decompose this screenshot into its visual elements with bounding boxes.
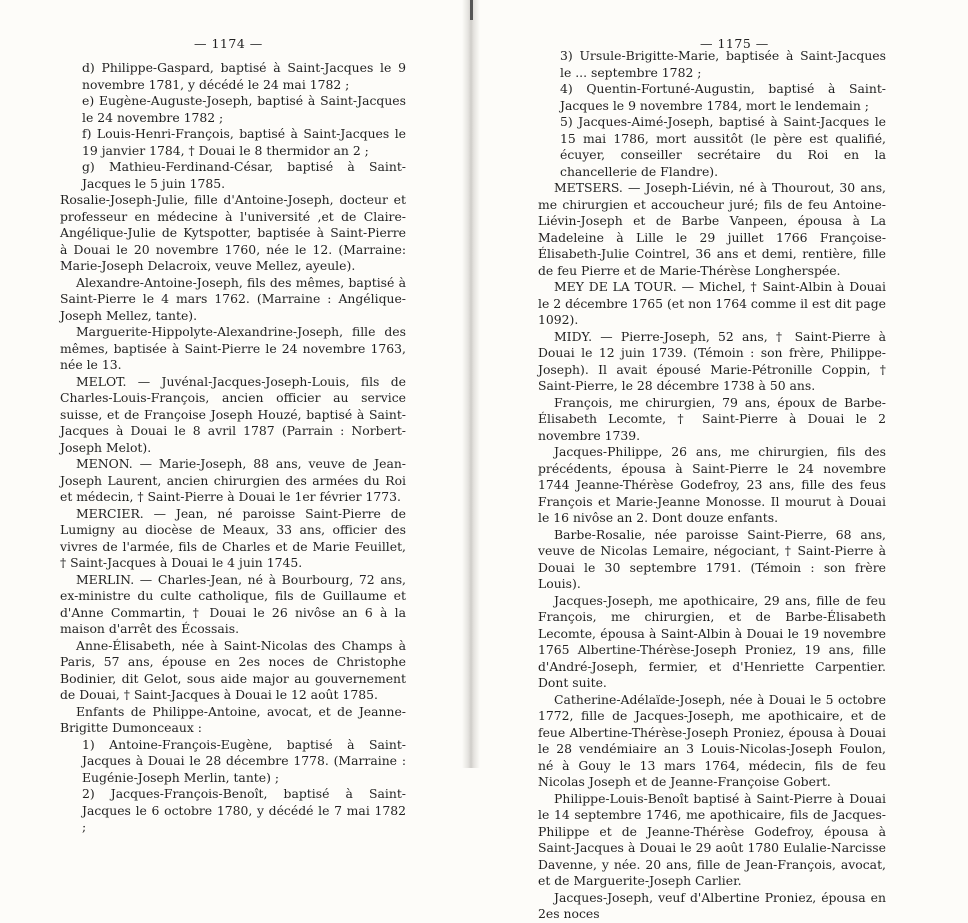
paragraph: 4) Quentin-Fortuné-Augustin, baptisé à Saint-Jacques le 9 novembre 1784, mort le lendemain ;	[560, 81, 886, 113]
paragraph: MEY DE LA TOUR. — Michel, † Saint-Albin à Douai le 2 décembre 1765 (et non 1764 comme il est dit page 1092).	[538, 279, 886, 327]
book-gutter	[462, 0, 480, 768]
paragraph: f) Louis-Henri-François, baptisé à Saint-Jacques le 19 janvier 1784, † Douai le 8 thermidor an 2 ;	[82, 126, 406, 158]
paragraph: 1) Antoine-François-Eugène, baptisé à Saint-Jacques à Douai le 28 décembre 1778. (Marraine : Eugénie-Joseph Merlin, tante) ;	[82, 736, 406, 785]
bookmark-ribbon	[470, 0, 473, 20]
paragraph: MENON. — Marie-Joseph, 88 ans, veuve de Jean-Joseph Laurent, ancien chirurgien des armées du Roi et médecin, † Saint-Pierre à Douai le 1er février 1773.	[60, 456, 406, 504]
page-number: — 1174 —	[194, 36, 263, 51]
paragraph: François, me chirurgien, 79 ans, époux de Barbe-Élisabeth Lecomte, † Saint-Pierre à Douai le 2 novembre 1739.	[538, 394, 886, 443]
paragraph: Marguerite-Hippolyte-Alexandrine-Joseph, fille des mêmes, baptisée à Saint-Pierre le 24 novembre 1763, née le 13.	[60, 324, 406, 372]
right-page	[480, 0, 968, 921]
left-page	[0, 0, 462, 834]
paragraph: g) Mathieu-Ferdinand-César, baptisé à Saint-Jacques le 5 juin 1785.	[82, 159, 406, 191]
paragraph: Catherine-Adélaïde-Joseph, née à Douai le 5 octobre 1772, fille de Jacques-Joseph, me apothicaire, et de feue Albertine-Thérèse-Joseph Proniez, épousa à Douai le 28 vendémiaire an 3 Louis-Nicolas-Joseph Foulon, né à Gouy le 13 mars 1764, médecin, fils de feu Nicolas Joseph et de Jeanne-Françoise Gobert.	[538, 691, 886, 789]
paragraph: METSERS. — Joseph-Liévin, né à Thourout, 30 ans, me chirurgien et accoucheur juré; fils de feu Antoine-Liévin-Joseph et de Barbe Vanpeen, épousa à La Madeleine à Lille le 29 juillet 1766 Françoise-Élisabeth-Julie Cointrel, 36 ans et demi, rentière, fille de feu Pierre et de Marie-Thérèse Longherspée.	[538, 180, 886, 278]
paragraph: Enfants de Philippe-Antoine, avocat, et de Jeanne-Brigitte Dumonceaux :	[60, 703, 406, 735]
paragraph: Jacques-Joseph, veuf d'Albertine Proniez, épousa en 2es noces	[538, 889, 886, 921]
paragraph: MIDY. — Pierre-Joseph, 52 ans, † Saint-Pierre à Douai le 12 juin 1739. (Témoin : son frère, Philippe-Joseph). Il avait épousé Marie-Pétronille Coppin, † Saint-Pierre, le 28 décembre 1738 à 50 ans.	[538, 328, 886, 393]
paragraph: Alexandre-Antoine-Joseph, fils des mêmes, baptisé à Saint-Pierre le 4 mars 1762. (Marraine : Angélique-Joseph Mellez, tante).	[60, 274, 406, 323]
page-number: — 1175 —	[700, 36, 769, 51]
page-text	[60, 60, 406, 836]
paragraph: Barbe-Rosalie, née paroisse Saint-Pierre, 68 ans, veuve de Nicolas Lemaire, négociant, † Saint-Pierre à Douai le 30 septembre 1791. (Témoin : son frère Louis).	[538, 526, 886, 591]
paragraph: 5) Jacques-Aimé-Joseph, baptisé à Saint-Jacques le 15 mai 1786, mort aussitôt (le père est qualifié, écuyer, conseiller secrétaire du Roi en la chancellerie de Flandre).	[560, 114, 886, 179]
paragraph: 2) Jacques-François-Benoît, baptisé à Saint-Jacques le 6 octobre 1780, y décédé le 7 mai 1782 ;	[82, 786, 406, 834]
paragraph: MELOT. — Juvénal-Jacques-Joseph-Louis, fils de Charles-Louis-François, ancien officier au service suisse, et de Françoise Joseph Houzé, baptisé à Saint-Jacques à Douai le 8 avril 1787 (Parrain : Norbert-Joseph Melot).	[60, 373, 406, 455]
paragraph: MERCIER. — Jean, né paroisse Saint-Pierre de Lumigny au diocèse de Meaux, 33 ans, officier des vivres de l'armée, fils de Charles et de Marie Feuillet, † Saint-Jacques à Douai le 4 juin 1745.	[60, 505, 406, 570]
paragraph: Rosalie-Joseph-Julie, fille d'Antoine-Joseph, docteur et professeur en médecine à l'université ,et de Claire-Angélique-Julie de Kytspotter, baptisée à Saint-Pierre à Douai le 20 novembre 1760, née le 12. (Marraine: Marie-Joseph Delacroix, veuve Mellez, ayeule).	[60, 192, 406, 273]
paragraph: Jacques-Philippe, 26 ans, me chirurgien, fils des précédents, épousa à Saint-Pierre le 24 novembre 1744 Jeanne-Thérèse Godefroy, 23 ans, fille des feus François et Marie-Jeanne Monosse. Il mourut à Douai le 16 nivôse an 2. Dont douze enfants.	[538, 444, 886, 525]
paragraph: 3) Ursule-Brigitte-Marie, baptisée à Saint-Jacques le ... septembre 1782 ;	[560, 48, 886, 80]
paragraph: MERLIN. — Charles-Jean, né à Bourbourg, 72 ans, ex-ministre du culte catholique, fils de Guillaume et d'Anne Commartin, † Douai le 26 nivôse an 6 à la maison d'arrêt des Écossais.	[60, 571, 406, 636]
paragraph: e) Eugène-Auguste-Joseph, baptisé à Saint-Jacques le 24 novembre 1782 ;	[82, 93, 406, 125]
paragraph: d) Philippe-Gaspard, baptisé à Saint-Jacques le 9 novembre 1781, y décédé le 24 mai 1782 ;	[82, 60, 406, 92]
paragraph: Jacques-Joseph, me apothicaire, 29 ans, fille de feu François, me chirurgien, et de Barbe-Élisabeth Lecomte, épousa à Saint-Albin à Douai le 19 novembre 1765 Albertine-Thérèse-Joseph Proniez, 19 ans, fille d'André-Joseph, fermier, et d'Henriette Carpentier. Dont suite.	[538, 592, 886, 690]
paragraph: Philippe-Louis-Benoît baptisé à Saint-Pierre à Douai le 14 septembre 1746, me apothicaire, fils de Jacques-Philippe et de Jeanne-Thérèse Godefroy, épousa à Saint-Jacques à Douai le 29 août 1780 Eulalie-Narcisse Davenne, y née. 20 ans, fille de Jean-François, avocat, et de Marguerite-Joseph Carlier.	[538, 790, 886, 888]
page-text	[538, 48, 886, 923]
paragraph: Anne-Élisabeth, née à Saint-Nicolas des Champs à Paris, 57 ans, épouse en 2es noces de Christophe Bodinier, dit Gelot, sous aide major au gouvernement de Douai, † Saint-Jacques à Douai le 12 août 1785.	[60, 637, 406, 702]
